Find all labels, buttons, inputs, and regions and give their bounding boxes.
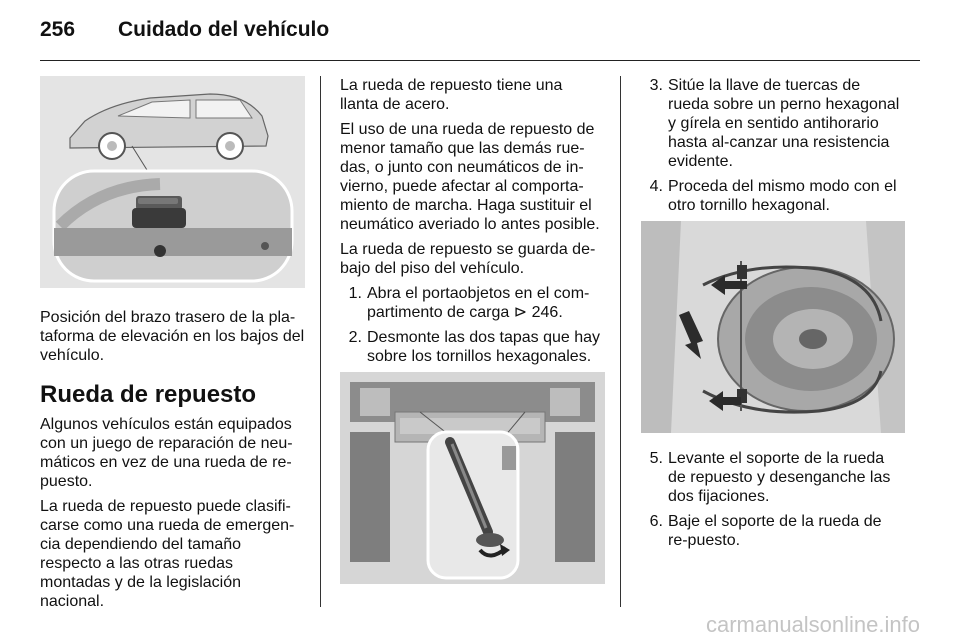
step-number: 2. xyxy=(348,329,362,346)
section-heading: Rueda de repuesto xyxy=(40,381,257,408)
steps-list xyxy=(641,76,905,215)
spare-wheel-illustration xyxy=(641,221,905,433)
paragraph: La rueda de repuesto tiene una llanta de acero. xyxy=(340,77,563,113)
list-item xyxy=(641,449,905,506)
figure-cargo-compartment xyxy=(340,372,605,584)
paragraph: La rueda de repuesto puede clasifi-carse como una rueda de emergen-cia dependiendo del tamaño respecto a las otras ruedas montadas y de la legislación nacional. xyxy=(40,498,295,610)
step-number: 3. xyxy=(649,77,663,94)
steps-list xyxy=(340,284,605,366)
figure-spare-wheel xyxy=(641,221,905,433)
list-item xyxy=(641,512,905,550)
column-3 xyxy=(641,76,905,556)
cargo-compartment-illustration xyxy=(340,372,605,584)
step-text: Levante el soporte de la rueda de repuesto y desenganche las dos fijaciones. xyxy=(668,450,891,505)
list-item xyxy=(340,328,605,366)
paragraph: Algunos vehículos están equipados con un juego de reparación de neu-máticos en vez de una rueda de re-puesto. xyxy=(40,416,293,490)
column-2 xyxy=(340,76,605,584)
figure-car-lift-point xyxy=(40,76,305,288)
step-text: Proceda del mismo modo con el otro tornillo hexagonal. xyxy=(668,178,897,214)
step-number: 5. xyxy=(649,450,663,467)
header xyxy=(40,18,329,42)
list-item xyxy=(641,177,905,215)
page-reference[interactable]: 246. xyxy=(531,304,563,321)
step-number: 6. xyxy=(649,513,663,530)
step-text: Abra el portaobjetos en el com-partimento de carga ⊳ 246. xyxy=(367,285,590,321)
paragraph: El uso de una rueda de repuesto de menor tamaño que las demás rue-das, o junto con neumáticos de in-vierno, puede afectar al comporta-miento de marcha. Haga sustituir el neumático averiado lo antes posible. xyxy=(340,121,600,233)
step-text: Baje el soporte de la rueda de re-puesto. xyxy=(668,513,882,549)
car-lift-illustration xyxy=(40,76,305,288)
watermark: carmanualsonline.info xyxy=(705,612,920,637)
list-item xyxy=(340,284,605,322)
page-reference-icon: ⊳ xyxy=(513,304,528,321)
paragraph: La rueda de repuesto se guarda de-bajo del piso del vehículo. xyxy=(340,241,596,277)
step-text: Desmonte las dos tapas que hay sobre los tornillos hexagonales. xyxy=(367,329,601,365)
column-divider-2 xyxy=(620,76,621,607)
page-title: Cuidado del vehículo xyxy=(118,18,330,41)
list-item xyxy=(641,76,905,171)
header-rule xyxy=(40,60,920,61)
step-number: 1. xyxy=(348,285,362,302)
page-number: 256 xyxy=(40,18,76,41)
step-text: Sitúe la llave de tuercas de rueda sobre un perno hexagonal y gírela en sentido antihorario hasta al-canzar una resistencia evidente. xyxy=(668,77,900,170)
column-divider-1 xyxy=(320,76,321,607)
steps-list xyxy=(641,449,905,550)
step-number: 4. xyxy=(649,178,663,195)
column-1 xyxy=(40,76,305,617)
figure-caption: Posición del brazo trasero de la pla-taforma de elevación en los bajos del vehículo. xyxy=(40,309,305,364)
